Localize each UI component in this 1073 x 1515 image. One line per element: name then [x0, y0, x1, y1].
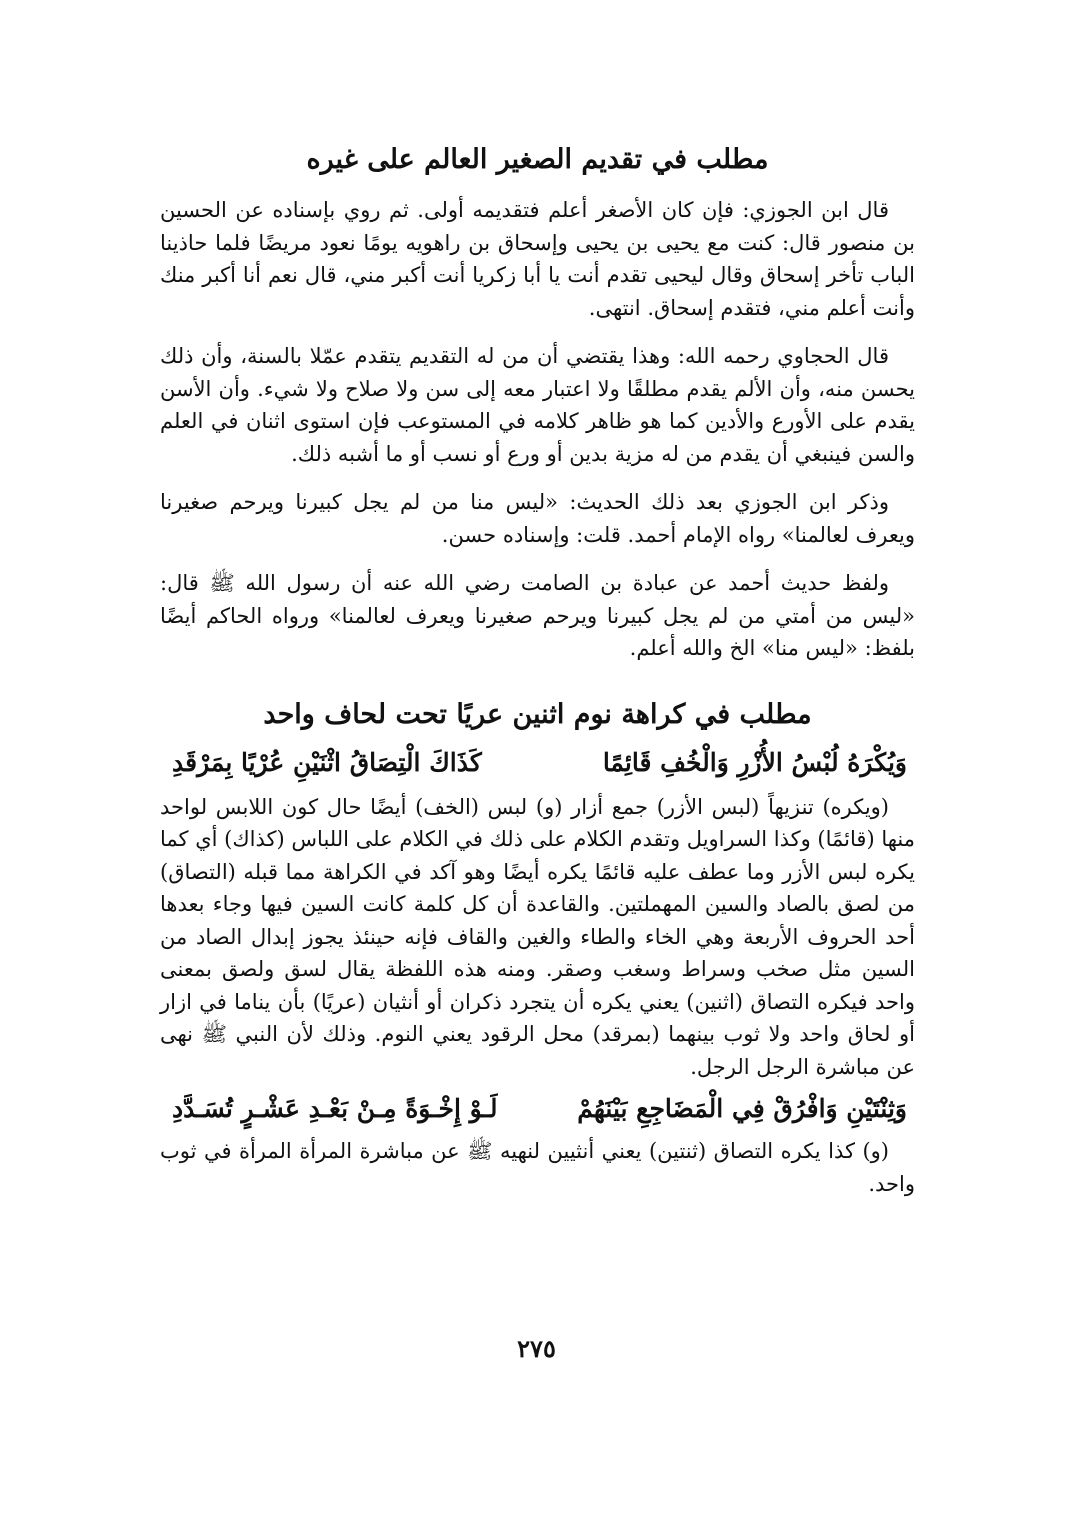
section-title-1: مطلب في تقديم الصغير العالم على غيره [306, 144, 769, 175]
paragraph-hadith-ahmad: ولفظ حديث أحمد عن عبادة بن الصامت رضي الله عنه أن رسول الله ﷺ قال: «ليس من أمتي من لم يجل كبيرنا ويرحم صغيرنا ويعرف لعالمنا» ورواه الحاكم أيضًا بلفظ: «ليس منا» الخ والله أعلم. [160, 571, 915, 660]
page-number: ٢٧٥ [517, 1334, 556, 1363]
verse-1-second-hemistich: كَذَاكَ الْتِصَاقُ اثْنَيْنِ عُرْيًا بِمَرْقَدِ [172, 747, 482, 777]
verse-line-1 [160, 743, 915, 783]
paragraph-hadith-laysa-minna: وذكر ابن الجوزي بعد ذلك الحديث: «ليس منا من لم يجل كبيرنا ويرحم صغيرنا ويعرف لعالمنا» رواه الإمام أحمد. قلت: وإسناده حسن. [160, 490, 915, 547]
verse-1-first-hemistich: وَيُكْرَهُ لُبْسُ الأُزْرِ وَالْخُفِ قَائِمًا [602, 747, 907, 777]
paragraph-hajjawi: قال الحجاوي رحمه الله: وهذا يقتضي أن من له التقديم يتقدم عمّلا بالسنة، وأن ذلك يحسن منه، وأن الألم يقدم مطلقًا ولا اعتبار معه إلى سن ولا صلاح ولا شيء. وأن الأسن يقدم على الأورع والأدين كما هو ظاهر كلامه في المستوعب فإن استوى اثنان في العلم والسن فينبغي أن يقدم من له مزية بدين أو ورع أو نسب أو ما أشبه ذلك. [160, 344, 915, 466]
verse-line-2 [160, 1089, 915, 1129]
paragraph-ibn-aljawzi: قال ابن الجوزي: فإن كان الأصغر أعلم فتقديمه أولى. ثم روي بإسناده عن الحسين بن منصور قال: كنت مع يحيى بن يحيى وإسحاق بن راهويه يومًا نعود مريضًا فلما حاذينا الباب تأخر إسحاق وقال ليحيى تقدم أنت يا أبا زكريا أنت أكبر مني، قال نعم أنا أكبر منك وأنت أعلم مني، فتقدم إسحاق. انتهى. [160, 198, 915, 320]
verse-2-first-hemistich: وَثِنْتَيْنِ وَافْرُقْ فِي الْمَضَاجِعِ بَيْنَهُمْ [577, 1094, 907, 1123]
verse-2-second-hemistich: لَـوْ إِخْـوَةً مِـنْ بَعْـدِ عَشْـرٍ تُسَـدَّدِ [172, 1094, 498, 1123]
section-title-2: مطلب في كراهة نوم اثنين عريًا تحت لحاف واحد [263, 698, 812, 730]
commentary-verse-1: (ويكره) تنزيهاً (لبس الأزر) جمع أزار (و) لبس (الخف) أيضًا حال كون اللابس لواحد منها (قائمًا) وكذا السراويل وتقدم الكلام على ذلك في الكلام على اللباس (كذاك) أي كما يكره لبس الأزر وما عطف عليه قائمًا يكره أيضًا وهو آكد في الكراهة مما قبله (التصاق) من لصق بالصاد والسين المهملتين. والقاعدة أن كل كلمة كانت السين فيها وجاء بعدها أحد الحروف الأربعة وهي الخاء والطاء والغين والقاف فإنه حينئذ يجوز إبدال الصاد من السين مثل صخب وسراط وسغب وصقر. ومنه هذه اللفظة يقال لسق ولصق بمعنى واحد فيكره التصاق (اثنين) يعني يكره أن يتجرد ذكران أو أنثيان (عريًا) بأن يناما في ازار أو لحاق واحد ولا ثوب بينهما (بمرقد) محل الرقود يعني النوم. وذلك لأن النبي ﷺ نهى عن مباشرة الرجل الرجل. [160, 794, 915, 1079]
commentary-verse-2: (و) كذا يكره التصاق (ثنتين) يعني أنثيين لنهيه ﷺ عن مباشرة المرأة المرأة في ثوب واحد. [160, 1139, 915, 1196]
page-body [160, 140, 915, 1206]
